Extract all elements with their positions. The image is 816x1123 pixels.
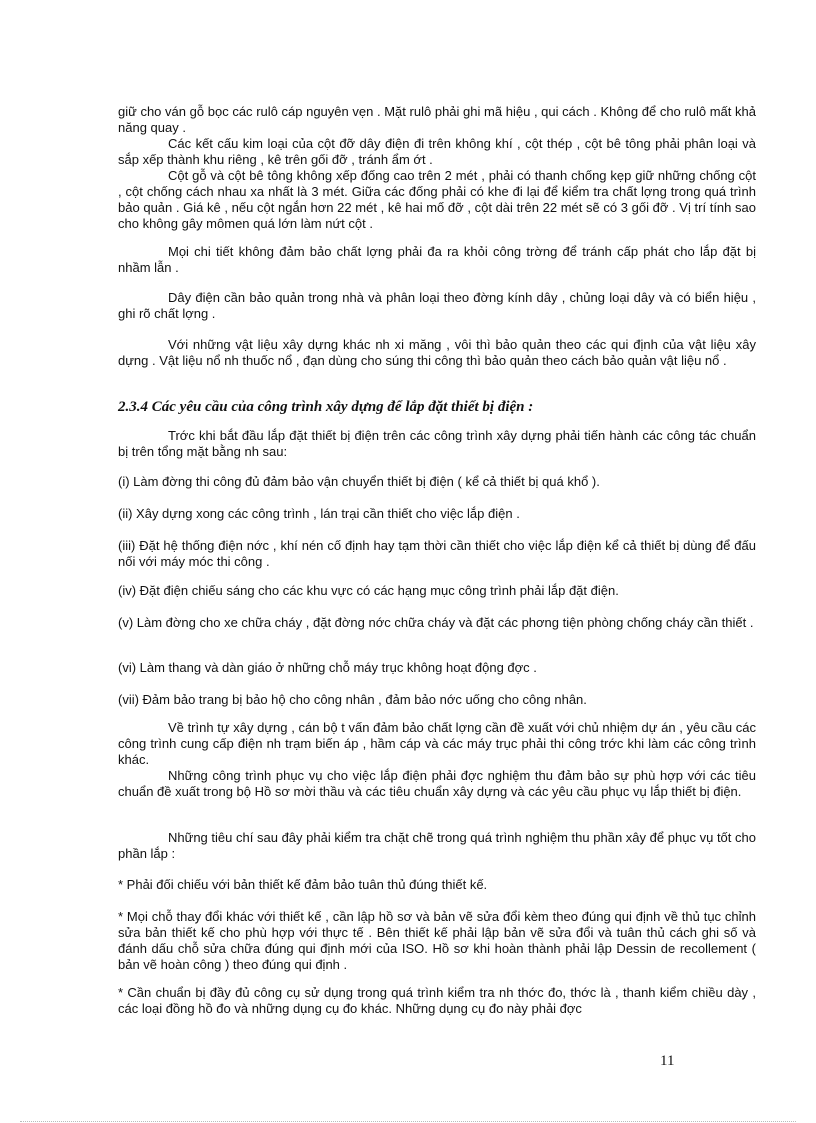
bullet-item: * Cần chuẩn bị đầy đủ công cụ sử dụng trong quá trình kiểm tra nh thớc đo, thớc là , thanh kiểm chiều dày , các loại đồng hồ đo và những dụng cụ đo khác. Những dụng cụ đo này phải đợc bbox=[118, 985, 756, 1016]
list-item: (iv) Đặt điện chiếu sáng cho các khu vực có các hạng mục công trình phải lắp đặt điện. bbox=[118, 583, 619, 598]
paragraph-pole-storage: Cột gỗ và cột bê tông không xếp đống cao trên 2 mét , phải có thanh chống kẹp giữ những chống cột , cột chống cách nhau xa nhất là 3 mét. Giữa các đống phải có khe đi lại để kiểm tra chất lợng trong quá trình bảo quản . Giá kê , nếu cột ngắn hơn 22 mét , kê hai mố đỡ , cột dài trên 22 mét sẽ có 3 gối đỡ . Vị trí tính sao cho không gây mômen quá lớn làm nứt cột . bbox=[118, 168, 756, 231]
paragraph-other-materials: Với những vật liệu xây dựng khác nh xi măng , vôi thì bảo quản theo các qui định của vật liệu xây dựng . Vật liệu nổ nh thuốc nổ , đạn dùng cho súng thi công thì bảo quản theo cách bảo quản vật liệu nổ . bbox=[118, 337, 756, 368]
paragraph-sequence: Về trình tự xây dựng , cán bộ t vấn đảm bảo chất lợng cần đề xuất với chủ nhiệm dự án , yêu cầu các công trình cung cấp điện nh trạm biến áp , hầm cáp và các máy trục phải thi công trớc khi làm các công trình khác. bbox=[118, 720, 756, 767]
paragraph-cable-reels: giữ cho ván gỗ bọc các rulô cáp nguyên vẹn . Mặt rulô phải ghi mã hiệu , qui cách . Không để cho rulô mất khả năng quay . bbox=[118, 104, 756, 135]
page-number: 11 bbox=[660, 1053, 675, 1069]
list-item: (vi) Làm thang và dàn giáo ở những chỗ máy trục không hoạt động đợc . bbox=[118, 660, 537, 675]
list-item: (vii) Đảm bảo trang bị bảo hộ cho công nhân , đảm bảo nớc uống cho công nhân. bbox=[118, 692, 587, 707]
paragraph-acceptance: Những công trình phục vụ cho việc lắp điện phải đợc nghiệm thu đảm bảo sự phù hợp với các tiêu chuẩn đề xuất trong bộ Hồ sơ mời thầu và các tiêu chuẩn xây dựng và các yêu cầu phục vụ lắp thiết bị điện. bbox=[118, 768, 756, 799]
bullet-item: * Phải đối chiếu với bản thiết kế đảm bảo tuân thủ đúng thiết kế. bbox=[118, 877, 488, 892]
paragraph-defective-parts: Mọi chi tiết không đảm bảo chất lợng phải đa ra khỏi công trờng để tránh cấp phát cho lắp đặt bị nhầm lẫn . bbox=[118, 244, 756, 275]
paragraph-wire-storage: Dây điện cần bảo quản trong nhà và phân loại theo đờng kính dây , chủng loại dây và có biển hiệu , ghi rõ chất lợng . bbox=[118, 290, 756, 321]
page-bottom-divider bbox=[20, 1121, 796, 1122]
section-heading: 2.3.4 Các yêu cầu của công trình xây dựng để lắp đặt thiết bị điện : bbox=[118, 399, 534, 415]
list-item: (i) Làm đờng thi công đủ đảm bảo vận chuyển thiết bị điện ( kể cả thiết bị quá khổ ). bbox=[118, 474, 600, 489]
list-item: (ii) Xây dựng xong các công trình , lán trại cần thiết cho việc lắp điện . bbox=[118, 506, 520, 521]
paragraph-intro: Trớc khi bắt đầu lắp đặt thiết bị điện trên các công trình xây dựng phải tiến hành các công tác chuẩn bị trên tổng mặt bằng nh sau: bbox=[118, 428, 756, 459]
list-item: (v) Làm đờng cho xe chữa cháy , đặt đờng nớc chữa cháy và đặt các phơng tiện phòng chống cháy cần thiết . bbox=[118, 615, 754, 630]
bullet-item: * Mọi chỗ thay đổi khác với thiết kế , cần lập hồ sơ và bản vẽ sửa đổi kèm theo đúng qui định về thủ tục chỉnh sửa bản thiết kế cho phù hợp với thực tế . Bên thiết kế phải lập bản vẽ sửa đổi và tuân thủ cách ghi số và đánh dấu chỗ sửa chữa đúng qui định mới của ISO. Hồ sơ khi hoàn thành phải lập Dessin de recollement ( bản vẽ hoàn công ) theo đúng qui định . bbox=[118, 909, 756, 972]
list-item: (iii) Đặt hệ thống điện nớc , khí nén cố định hay tạm thời cần thiết cho việc lắp điện kể cả thiết bị dùng để đấu nối với máy móc thi công . bbox=[118, 538, 756, 569]
paragraph-criteria: Những tiêu chí sau đây phải kiểm tra chặt chẽ trong quá trình nghiệm thu phần xây để phục vụ tốt cho phần lắp : bbox=[118, 830, 756, 861]
paragraph-metal-structures: Các kết cấu kim loại của cột đỡ dây điện đi trên không khí , cột thép , cột bê tông phải phân loại và sắp xếp thành khu riêng , kê trên gối đỡ , tránh ẩm ớt . bbox=[118, 136, 756, 167]
